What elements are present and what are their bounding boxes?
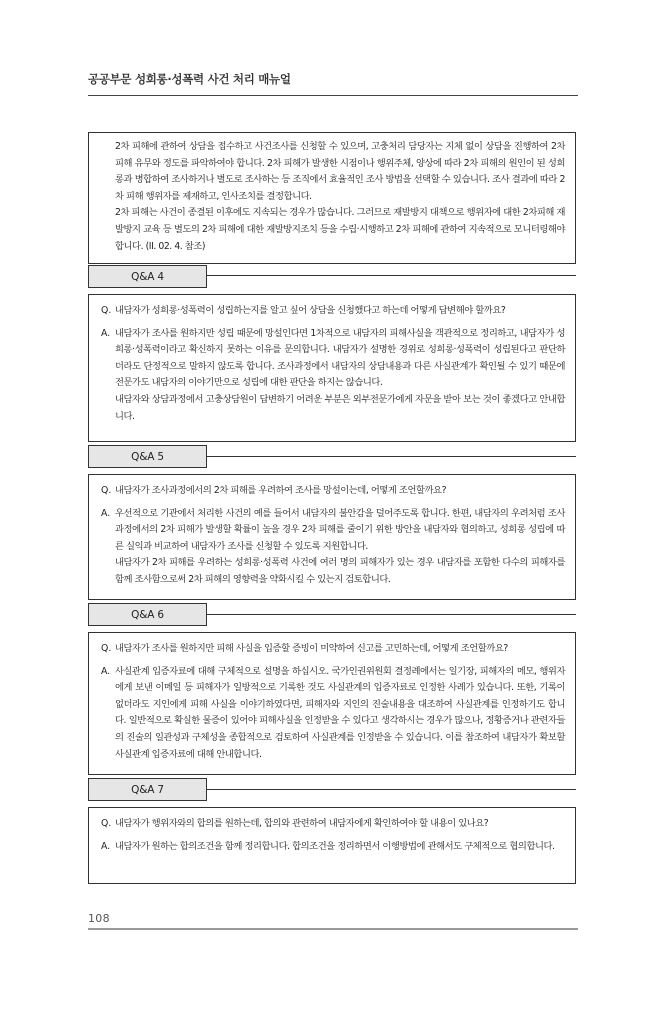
intro-paragraph-2: 2차 피해는 사건이 종결된 이후에도 지속되는 경우가 많습니다. 그러므로 재발방지 대책으로 행위자에 대한 2차피해 재발방지 교육 등 별도의 2차 피해에 대한 재발방지조치 등을 수립·시행하고 2차 피해에 관하여 지속적으로 모니터링해야 합니다. (II. 02. 4. 참조) <box>115 207 565 252</box>
qa5-answer-row <box>101 506 565 589</box>
qa7-tab: Q&A 7 <box>88 778 207 801</box>
qa6-box <box>88 632 576 775</box>
qa6-answer-row <box>101 664 565 764</box>
intro-box <box>88 132 576 264</box>
qa4-answer-row <box>101 326 565 426</box>
qa7-a-letter: A. <box>101 840 111 852</box>
qa5-tab: Q&A 5 <box>88 445 207 468</box>
qa6-q-letter: Q. <box>101 643 112 654</box>
qa5-box <box>88 474 576 600</box>
qa4-tab: Q&A 4 <box>88 265 207 288</box>
qa5-q-letter: Q. <box>101 485 112 496</box>
qa6-tab-line <box>207 614 576 615</box>
qa5-a-letter: A. <box>101 507 111 519</box>
qa4-answer-2: 내담자와 상담과정에서 고충상담원이 답변하기 어려운 부분은 외부전문가에게 자문을 받아 보는 것이 좋겠다고 안내합니다. <box>115 393 565 422</box>
qa5-question: 내담자가 조사과정에서의 2차 피해를 우려하여 조사를 망설이는데, 어떻게 조언할까요? <box>115 485 447 496</box>
intro-paragraph-1: 2차 피해에 관하여 상담을 접수하고 사건조사를 신청할 수 있으며, 고충처리 담당자는 지체 없이 상담을 진행하여 2차 피해 유무와 정도를 파악하여야 합니다. 2차 피해가 발생한 시점이나 행위주체, 양상에 따라 2차 피해의 원인이 된 성희롱과 병합하여 조사하거나 별도로 조사하는 등 조직에서 효율적인 조사 방법을 선택할 수 있습니다. 조사 결과에 따라 2차 피해 행위자를 제재하고, 인사조치를 결정합니다. <box>115 141 565 202</box>
qa5-answer-2: 내담자가 2차 피해를 우려하는 성희롱·성폭력 사건에 여러 명의 피해자가 있는 경우 내담자를 포함한 다수의 피해자를 함께 조사함으로써 2차 피해의 영향력을 약화시킬 수 있는지 검토합니다. <box>115 557 565 585</box>
qa6-question-row <box>101 641 565 658</box>
qa6-question: 내담자가 조사를 원하지만 피해 사실을 입증할 증빙이 미약하여 신고를 고민하는데, 어떻게 조언할까요? <box>115 643 508 654</box>
qa4-a-letter: A. <box>101 327 111 339</box>
qa4-tab-line <box>207 275 576 276</box>
page-header-title: 공공부문 성희롱·성폭력 사건 처리 매뉴얼 <box>88 72 291 86</box>
qa7-answer-row <box>101 839 565 856</box>
qa5-answer-1: 우선적으로 기관에서 처리한 사건의 예를 들어서 내담자의 불안감을 덜어주도록 합니다. 한편, 내담자의 우려처럼 조사과정에서의 2차 피해가 발생할 확률이 높을 경우 2차 피해를 줄이기 위한 방안을 내담자와 협의하고, 성희롱 성립에 따른 실익과 비교하여 내담자가 조사를 신청할 수 있도록 지원합니다. <box>115 507 565 552</box>
qa6-a-letter: A. <box>101 665 111 677</box>
qa7-tab-line <box>207 789 576 790</box>
header-rule <box>88 95 578 96</box>
qa5-question-row <box>101 483 565 500</box>
qa6-answer-1: 사실관계 입증자료에 대해 구체적으로 설명을 하십시오. 국가인권위원회 결정례에서는 일기장, 피해자의 메모, 행위자에게 보낸 이메일 등 피해자가 일방적으로 기록한 것도 사실관계의 입증자료로 인정한 사례가 있습니다. 또한, 기록이 없더라도 지인에게 피해 사실을 이야기하였다면, 피해자와 지인의 진술내용을 대조하여 사실관계를 인정하기도 합니다. 일반적으로 확실한 물증이 있어야 피해사실을 인정받을 수 있다고 생각하시는 경우가 많으나, 정황증거나 관련자들의 진술의 일관성과 구체성을 종합적으로 검토하여 사실관계를 인정받을 수 있습니다. 이를 참조하여 내담자가 확보할 사실관계 입증자료에 대해 안내합니다. <box>115 665 565 760</box>
footer-rule <box>88 928 578 930</box>
qa7-q-letter: Q. <box>101 818 112 829</box>
qa4-q-letter: Q. <box>101 305 112 316</box>
page-number: 108 <box>88 912 110 925</box>
qa4-answer-1: 내담자가 조사를 원하지만 성립 때문에 망설인다면 1차적으로 내담자의 피해사실을 객관적으로 정리하고, 내담자가 성희롱·성폭력이라고 확신하지 못하는 이유를 문의합니다. 내담자가 설명한 경위로 성희롱·성폭력이 성립된다고 판단하더라도 단정적으로 말하지 않도록 합니다. 조사과정에서 내담자의 상담내용과 다른 사실관계가 확인될 수 있기 때문에 전문가도 내담자의 이야기만으로 성립에 대한 판단을 하지는 않습니다. <box>115 327 565 389</box>
qa7-question: 내담자가 행위자와의 합의를 원하는데, 합의와 관련하여 내담자에게 확인하여야 할 내용이 있나요? <box>115 818 489 829</box>
qa7-question-row <box>101 816 565 833</box>
qa6-tab: Q&A 6 <box>88 603 207 626</box>
qa4-question-row <box>101 303 565 320</box>
qa4-question: 내담자가 성희롱·성폭력이 성립하는지를 알고 싶어 상담을 신청했다고 하는데 어떻게 답변해야 할까요? <box>115 305 506 316</box>
qa4-box <box>88 294 576 442</box>
qa5-tab-line <box>207 456 576 457</box>
qa7-answer-1: 내담자가 원하는 합의조건을 함께 정리합니다. 합의조건을 정리하면서 이행방법에 관해서도 구체적으로 협의합니다. <box>115 840 555 852</box>
qa7-box <box>88 807 576 884</box>
